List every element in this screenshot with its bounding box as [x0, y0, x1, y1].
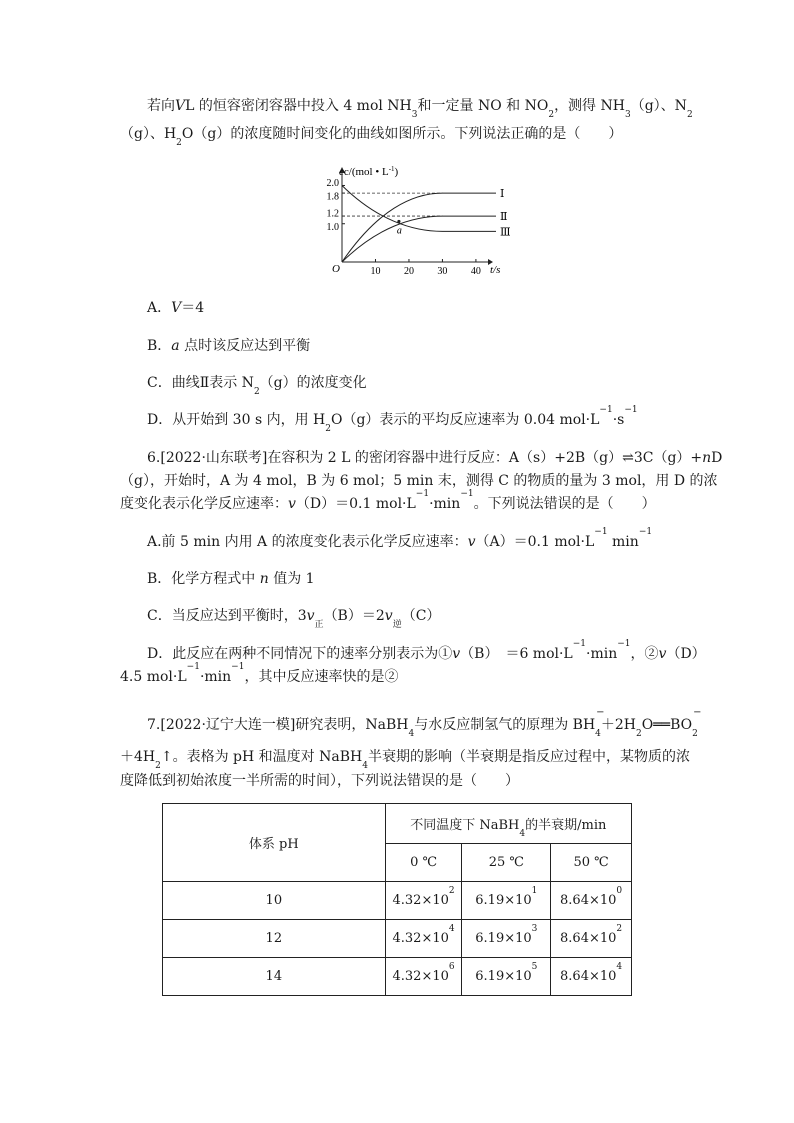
table-row — [163, 920, 632, 958]
table-row — [163, 882, 632, 920]
value-cell: $4.32\times 10^6$ — [385, 958, 462, 996]
series-curve-1 — [342, 193, 496, 262]
q6-option-d[interactable]: D．此反应在两种不同情况下的速率分别表示为①v（B） ＝6 $mol\cdot L^{-1}\cdot\min^{-1}$，②v（D） — [147, 639, 706, 662]
header-temp: 50 ℃ — [551, 844, 632, 882]
point-a-marker — [397, 220, 400, 223]
q6-stem-line2: （g），开始时，A 为 4 mol，B 为 6 mol；5 min 末，测得 C 的物质的量为 3 mol，用 D 的浓 — [120, 473, 718, 489]
q7-stem-line3: 度降低到初始浓度一半所需的时间），下列说法错误的是（ ） — [120, 773, 519, 789]
half-life-table — [162, 803, 632, 996]
ph-cell: 12 — [163, 920, 386, 958]
y-tick-label: 1.8 — [326, 191, 339, 203]
y-tick-label: 2.0 — [326, 177, 339, 189]
point-a-label: a — [396, 225, 402, 237]
x-tick-label: 30 — [437, 266, 448, 277]
value-cell: $4.32\times 10^2$ — [385, 882, 462, 920]
value-cell: $6.19\times 10^3$ — [462, 920, 551, 958]
header-temp: 25 ℃ — [462, 844, 551, 882]
series-curve-2 — [342, 216, 496, 262]
value-cell: $8.64\times 10^0$ — [551, 882, 632, 920]
chart-ylabel: cc/(mol • $L^{-1}$) — [339, 165, 399, 178]
series-label: Ⅰ — [500, 188, 505, 201]
value-cell: $6.19\times 10^1$ — [462, 882, 551, 920]
header-temp: 0 ℃ — [385, 844, 462, 882]
value-cell: $6.19\times 10^5$ — [462, 958, 551, 996]
ph-cell: 10 — [163, 882, 386, 920]
q6-stem-line1: 6.[2022·山东联考]在容积为 2 L 的密闭容器中进行反应：A（s）+2B（g）⇌3C（g）+nD — [147, 450, 723, 466]
ph-cell: 14 — [163, 958, 386, 996]
series-label: Ⅱ — [500, 211, 508, 224]
chart-xlabel: t/s — [490, 264, 501, 276]
q6-option-c[interactable]: C．当反应达到平衡时，$3v_正(B)=2v_逆(C)$ — [147, 608, 441, 630]
chart-curves — [342, 185, 511, 262]
q5-stem-line2: （g）、$H_2O(g)$的浓度随时间变化的曲线如图所示。下列说法正确的是（ ） — [120, 126, 623, 148]
value-cell: $4.32\times 10^4$ — [385, 920, 462, 958]
q5-stem-line1: 若向VL 的恒容密闭容器中投入 4 mol $NH_3$和一定量 NO 和 $NO_2$，测得 $NH_3(g)$、$N_2$ — [147, 98, 693, 120]
value-cell: $8.64\times 10^2$ — [551, 920, 632, 958]
chart-origin: O — [332, 263, 340, 275]
q5-option-c[interactable]: C．曲线Ⅱ表示 $N_2(g)$的浓度变化 — [147, 375, 367, 397]
q7-stem-line1: 7.[2022·辽宁大连一模]研究表明，NaBH$_4$与水反应制氢气的原理为 $BH_4$ − $+2H_2O══BO_2$ − — [147, 707, 702, 739]
series-curve-3 — [342, 185, 496, 231]
q7-stem-line2: $+4H_2↑$。表格为 pH 和温度对 NaBH$_4$半衰期的影响（半衰期是指反应过程中，某物质的浓 — [120, 749, 690, 771]
q6-option-d-cont: 4.5 $mol\cdot L^{-1}\cdot\min^{-1}$，其中反应速率快的是② — [120, 662, 399, 685]
series-label: Ⅲ — [500, 226, 511, 239]
y-tick-label: 1.0 — [326, 222, 339, 234]
header-ph: 体系 pH — [163, 804, 386, 882]
concentration-time-chart — [300, 158, 520, 282]
x-tick-label: 40 — [470, 266, 481, 277]
x-tick-label: 20 — [403, 266, 414, 277]
q6-option-a[interactable]: A.前 5 min 内用 A 的浓度变化表示化学反应速率：v（A）＝0.1 $mol\cdot L^{-1}$ $\min^{-1}$ — [147, 527, 653, 550]
q6-option-b[interactable]: B．化学方程式中 n 值为 1 — [147, 571, 315, 587]
q5-option-d[interactable]: D．从开始到 30 s 内，用 $H_2O(g)$表示的平均反应速率为 0.04 $mol\cdot L^{-1}\cdot s^{-1}$ — [147, 405, 638, 434]
x-tick-label: 10 — [370, 266, 381, 277]
header-group: 不同温度下 NaBH$_4$的半衰期/min — [385, 804, 631, 844]
value-cell: $8.64\times 10^4$ — [551, 958, 632, 996]
y-tick-label: 1.2 — [326, 208, 339, 220]
q5-option-b[interactable]: B．a 点时该反应达到平衡 — [147, 338, 311, 354]
table-row — [163, 958, 632, 996]
q5-option-a[interactable]: A．V＝4 — [147, 300, 205, 316]
q6-stem-line3: 度变化表示化学反应速率：v（D）＝0.1 $mol\cdot L^{-1}\cdot\min^{-1}$。下列说法错误的是（ ） — [120, 489, 656, 512]
